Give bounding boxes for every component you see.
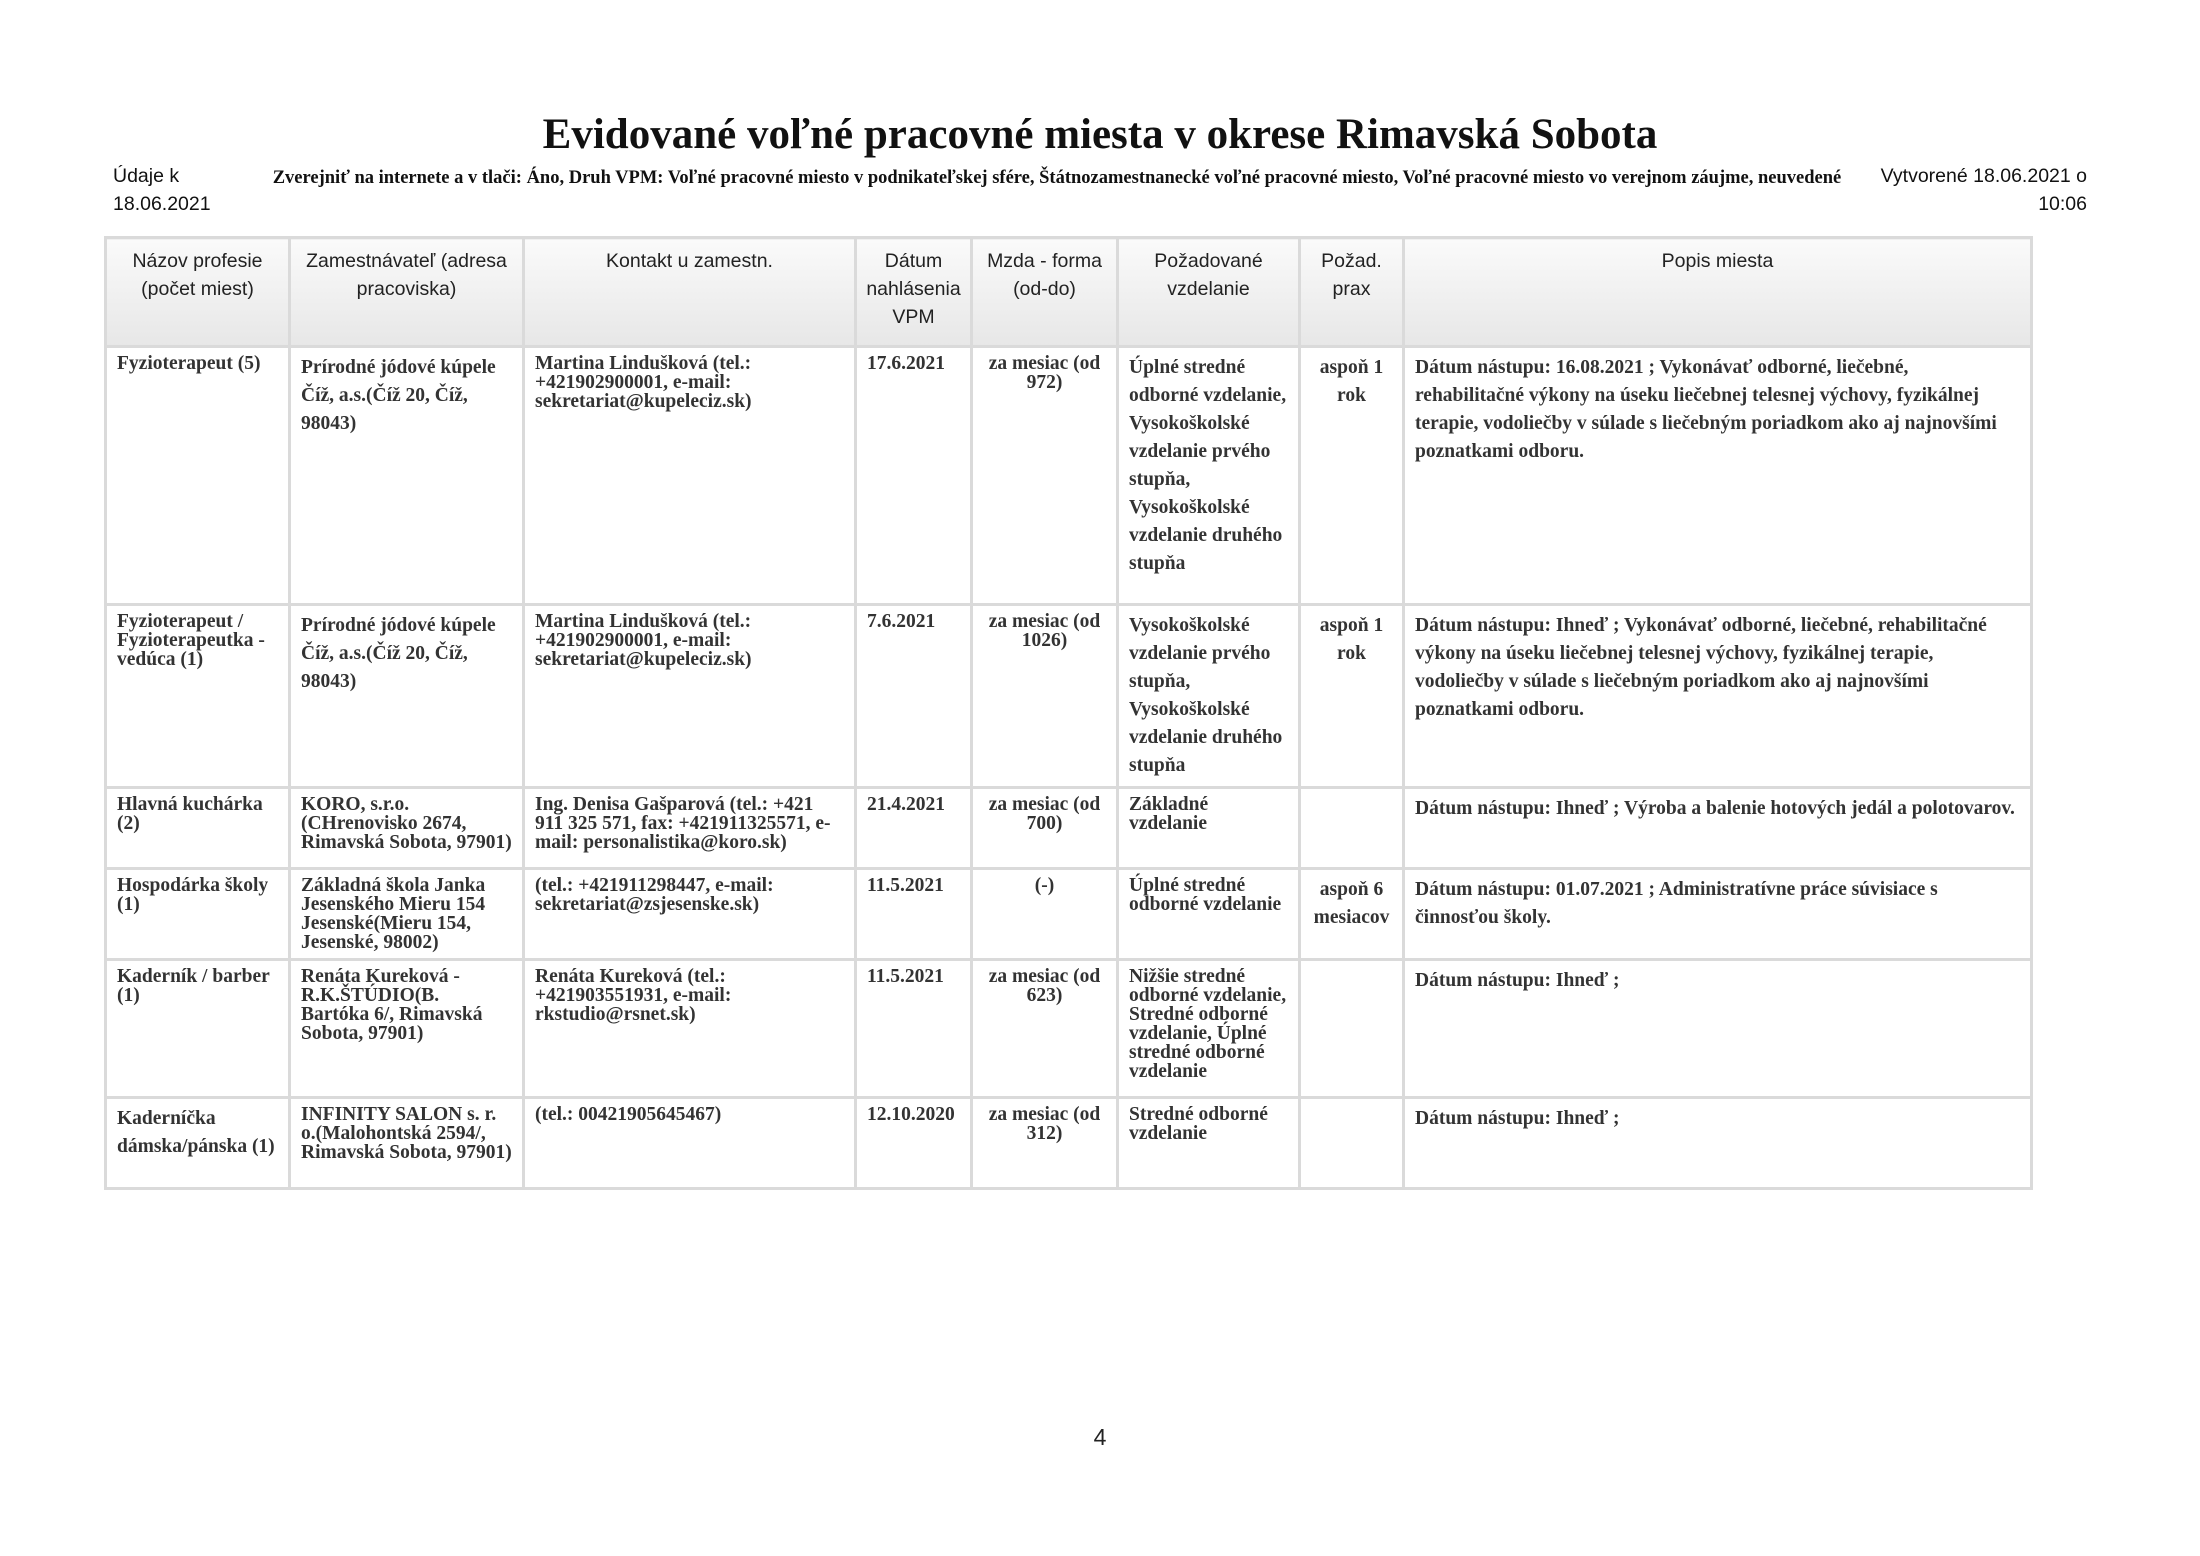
cell-prax — [1300, 788, 1404, 869]
table-row — [106, 788, 2032, 869]
cell-kontakt: Martina Lindušková (tel.: +421902900001, e-mail: sekretariat@kupeleciz.sk) — [524, 605, 856, 788]
cell-profesia: Fyzioterapeut / Fyzioterapeutka - vedúca (1) — [106, 605, 290, 788]
table-header-row — [106, 238, 2032, 347]
cell-zamestnavatel: Renáta Kureková - R.K.ŠTÚDIO(B. Bartóka 6/, Rimavská Sobota, 97901) — [290, 960, 524, 1098]
cell-prax — [1300, 960, 1404, 1098]
cell-datum: 11.5.2021 — [856, 960, 972, 1098]
cell-popis: Dátum nástupu: Ihneď ; — [1404, 960, 2032, 1098]
column-header-prax: Požad. prax — [1300, 238, 1404, 347]
data-date: Údaje k 18.06.2021 — [113, 165, 211, 215]
cell-kontakt: Martina Lindušková (tel.: +421902900001, e-mail: sekretariat@kupeleciz.sk) — [524, 347, 856, 605]
cell-mzda: za mesiac (od 700) — [972, 788, 1118, 869]
cell-vzdelanie: Úplné stredné odborné vzdelanie, Vysokoškolské vzdelanie prvého stupňa, Vysokoškolské vzdelanie druhého stupňa — [1118, 347, 1300, 605]
table-row — [106, 869, 2032, 960]
cell-prax — [1300, 1098, 1404, 1189]
table-row — [106, 960, 2032, 1098]
cell-zamestnavatel: INFINITY SALON s. r. o.(Malohontská 2594/, Rimavská Sobota, 97901) — [290, 1098, 524, 1189]
cell-kontakt: (tel.: 00421905645467) — [524, 1098, 856, 1189]
column-header-profesia: Názov profesie (počet miest) — [106, 238, 290, 347]
column-header-vzdelanie: Požadované vzdelanie — [1118, 238, 1300, 347]
filter-description: Zverejniť na internete a v tlači: Áno, Druh VPM: Voľné pracovné miesto v podnikateľskej sfére, Štátnozamestnanecké voľné pracovné miesto, Voľné pracovné miesto vo verejnom záujme, neuvedené — [272, 168, 1842, 188]
cell-popis: Dátum nástupu: Ihneď ; — [1404, 1098, 2032, 1189]
cell-mzda: za mesiac (od 1026) — [972, 605, 1118, 788]
created-timestamp: Vytvorené 18.06.2021 o 10:06 — [1880, 165, 2087, 215]
cell-prax: aspoň 1 rok — [1300, 605, 1404, 788]
cell-vzdelanie: Stredné odborné vzdelanie — [1118, 1098, 1300, 1189]
cell-mzda: za mesiac (od 972) — [972, 347, 1118, 605]
cell-vzdelanie: Základné vzdelanie — [1118, 788, 1300, 869]
cell-vzdelanie: Vysokoškolské vzdelanie prvého stupňa, Vysokoškolské vzdelanie druhého stupňa — [1118, 605, 1300, 788]
column-header-kontakt: Kontakt u zamestn. — [524, 238, 856, 347]
cell-vzdelanie: Úplné stredné odborné vzdelanie — [1118, 869, 1300, 960]
vacancies-table — [104, 236, 2033, 1190]
cell-datum: 12.10.2020 — [856, 1098, 972, 1189]
cell-prax: aspoň 1 rok — [1300, 347, 1404, 605]
cell-kontakt: (tel.: +421911298447, e-mail: sekretariat@zsjesenske.sk) — [524, 869, 856, 960]
cell-profesia: Fyzioterapeut (5) — [106, 347, 290, 605]
cell-profesia: Kaderník / barber (1) — [106, 960, 290, 1098]
cell-profesia: Hlavná kuchárka (2) — [106, 788, 290, 869]
table-row — [106, 347, 2032, 605]
cell-zamestnavatel: Prírodné jódové kúpele Číž, a.s.(Číž 20, Číž, 98043) — [290, 605, 524, 788]
cell-zamestnavatel: KORO, s.r.o.(CHrenovisko 2674, Rimavská Sobota, 97901) — [290, 788, 524, 869]
cell-popis: Dátum nástupu: Ihneď ; Vykonávať odborné, liečebné, rehabilitačné výkony na úseku liečebnej telesnej výchovy, fyzikálnej terapie, vodoliečby v súlade s liečebným poriadkom ako aj najnovšími poznatkami odboru. — [1404, 605, 2032, 788]
cell-zamestnavatel: Základná škola Janka Jesenského Mieru 154 Jesenské(Mieru 154, Jesenské, 98002) — [290, 869, 524, 960]
column-header-zamestnavatel: Zamestnávateľ (adresa pracoviska) — [290, 238, 524, 347]
column-header-mzda: Mzda - forma (od-do) — [972, 238, 1118, 347]
page-number: 4 — [1093, 1424, 1107, 1450]
cell-popis: Dátum nástupu: 01.07.2021 ; Administratívne práce súvisiace s činnosťou školy. — [1404, 869, 2032, 960]
cell-mzda: (-) — [972, 869, 1118, 960]
cell-datum: 21.4.2021 — [856, 788, 972, 869]
cell-datum: 17.6.2021 — [856, 347, 972, 605]
cell-kontakt: Ing. Denisa Gašparová (tel.: +421 911 325 571, fax: +421911325571, e-mail: personalistika@koro.sk) — [524, 788, 856, 869]
cell-popis: Dátum nástupu: Ihneď ; Výroba a balenie hotových jedál a polotovarov. — [1404, 788, 2032, 869]
page-title: Evidované voľné pracovné miesta v okrese Rimavská Sobota — [542, 111, 1658, 158]
cell-datum: 11.5.2021 — [856, 869, 972, 960]
cell-kontakt: Renáta Kureková (tel.: +421903551931, e-mail: rkstudio@rsnet.sk) — [524, 960, 856, 1098]
column-header-popis: Popis miesta — [1404, 238, 2032, 347]
cell-popis: Dátum nástupu: 16.08.2021 ; Vykonávať odborné, liečebné, rehabilitačné výkony na úseku liečebnej telesnej výchovy, fyzikálnej terapie, vodoliečby v súlade s liečebným poriadkom ako aj najnovšími poznatkami odboru. — [1404, 347, 2032, 605]
cell-zamestnavatel: Prírodné jódové kúpele Číž, a.s.(Číž 20, Číž, 98043) — [290, 347, 524, 605]
cell-prax: aspoň 6 mesiacov — [1300, 869, 1404, 960]
cell-mzda: za mesiac (od 623) — [972, 960, 1118, 1098]
table-row — [106, 605, 2032, 788]
cell-profesia: Kaderníčka dámska/pánska (1) — [106, 1098, 290, 1189]
cell-vzdelanie: Nižšie stredné odborné vzdelanie, Stredné odborné vzdelanie, Úplné stredné odborné vzdelanie — [1118, 960, 1300, 1098]
cell-mzda: za mesiac (od 312) — [972, 1098, 1118, 1189]
cell-datum: 7.6.2021 — [856, 605, 972, 788]
table-row — [106, 1098, 2032, 1189]
column-header-datum: Dátum nahlásenia VPM — [856, 238, 972, 347]
cell-profesia: Hospodárka školy (1) — [106, 869, 290, 960]
